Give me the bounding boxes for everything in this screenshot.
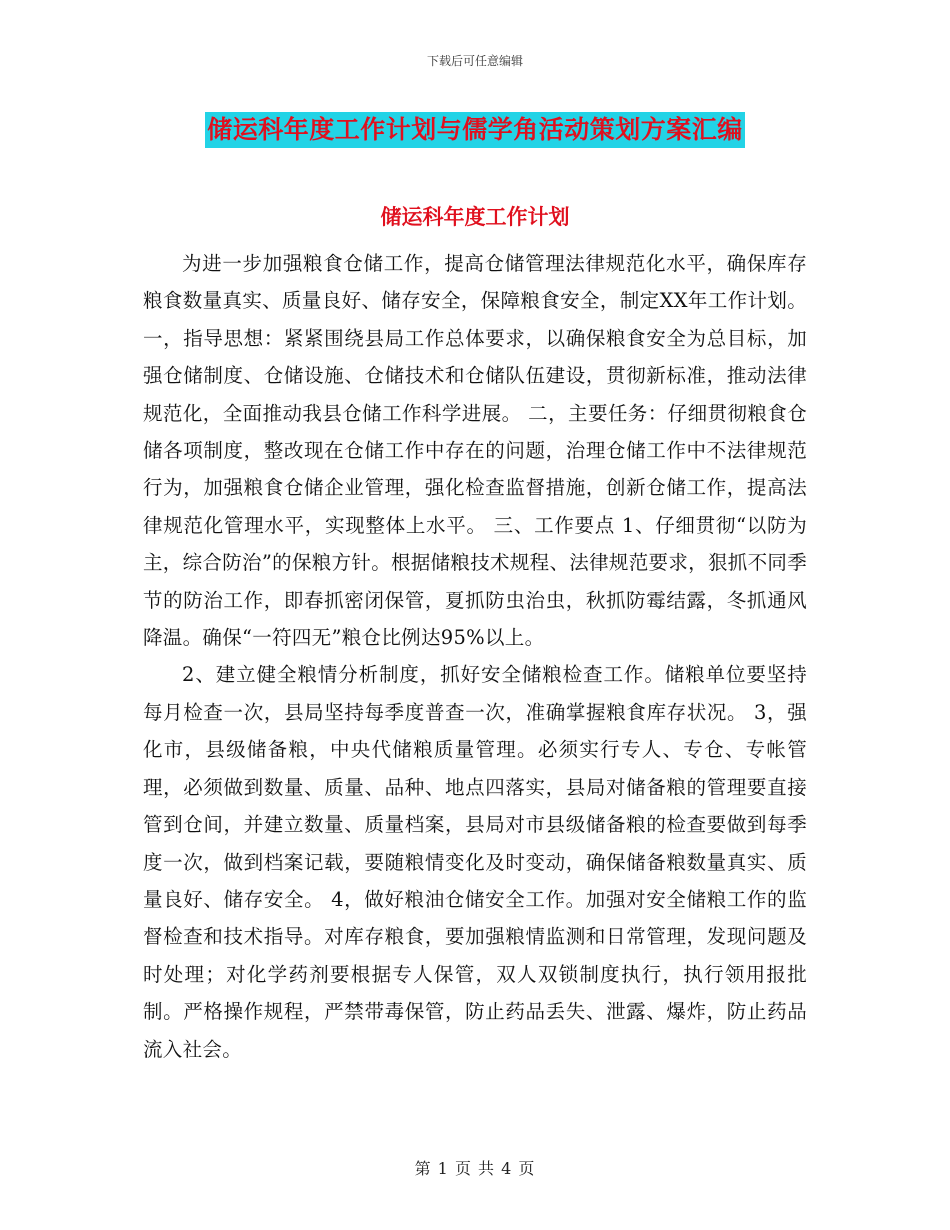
header-note: 下载后可任意编辑: [426, 54, 523, 68]
main-title-container: [0, 112, 950, 148]
body-paragraph: 为进一步加强粮食仓储工作，提高仓储管理法律规范化水平，确保库存粮食数量真实、质量良好、储存安全，保障粮食安全，制定XX年工作计划。一，指导思想：紧紧围绕县局工作总体要求，以确保粮食安全为总目标，加强仓储制度、仓储设施、仓储技术和仓储队伍建设，贯彻新标准，推动法律规范化，全面推动我县仓储工作科学进展。 二，主要任务：仔细贯彻粮食仓储各项制度，整改现在仓储工作中存在的问题，治理仓储工作中不法律规范行为，加强粮食仓储企业管理，强化检查监督措施，创新仓储工作，提高法律规范化管理水平，实现整体上水平。 三、工作要点 1、仔细贯彻“以防为主，综合防治”的保粮方针。根据储粮技术规程、法律规范要求，狠抓不同季节的防治工作，即春抓密闭保管，夏抓防虫治虫，秋抓防霉结露，冬抓通风降温。确保“一符四无”粮仓比例达95%以上。: [143, 252, 807, 650]
main-title: 储运科年度工作计划与儒学角活动策划方案汇编: [205, 112, 745, 148]
page-number: 第 1 页 共 4 页: [414, 1159, 536, 1178]
section-title: 储运科年度工作计划: [380, 204, 570, 229]
body-paragraph: 2、建立健全粮情分析制度，抓好安全储粮检查工作。储粮单位要坚持每月检查一次，县局坚持每季度普查一次，准确掌握粮食库存状况。 3，强化市，县级储备粮，中央代储粮质量管理。必须实行专人、专仓、专帐管理，必须做到数量、质量、品种、地点四落实，县局对储备粮的管理要直接管到仓间，并建立数量、质量档案，县局对市县级储备粮的检查要做到每季度一次，做到档案记载，要随粮情变化及时变动，确保储备粮数量真实、质量良好、储存安全。 4，做好粮油仓储安全工作。加强对安全储粮工作的监督检查和技术指导。对库存粮食，要加强粮情监测和日常管理，发现问题及时处理；对化学药剂要根据专人保管，双人双锁制度执行，执行领用报批制。严格操作规程，严禁带毒保管，防止药品丢失、泄露、爆炸，防止药品流入社会。: [143, 663, 807, 1061]
document-body: [143, 245, 807, 1068]
